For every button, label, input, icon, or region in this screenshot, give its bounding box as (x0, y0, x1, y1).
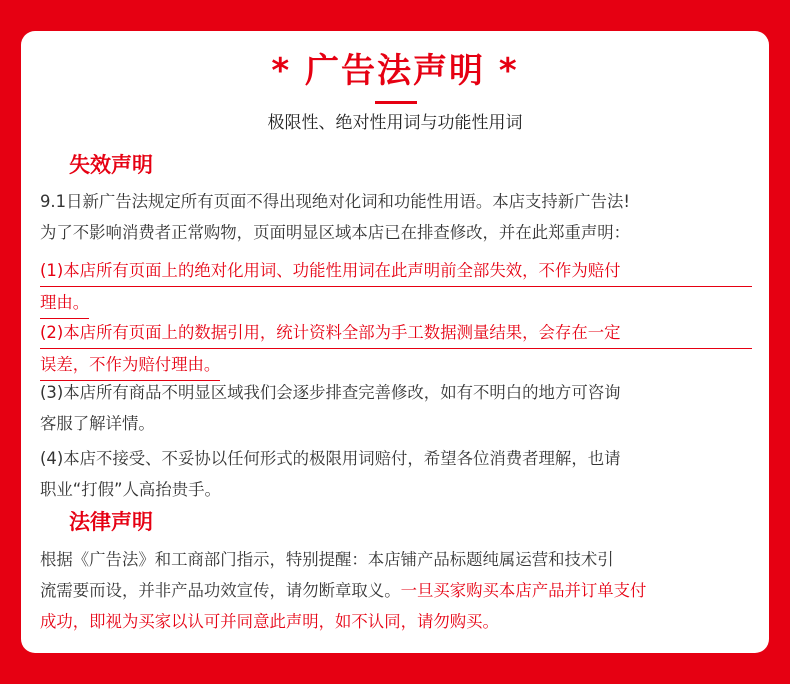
statement-card (21, 31, 769, 653)
paragraph-line: (4)本店不接受、不妥协以任何形式的极限用词赔付，希望各位消费者理解，也请 (40, 449, 621, 468)
paragraph-line: (3)本店所有商品不明显区域我们会逐步排查完善修改，如有不明白的地方可咨询 (40, 383, 621, 402)
paragraph-line: 误差，不作为赔付理由。 (40, 349, 220, 381)
paragraph-intro (40, 186, 752, 248)
page-title: * 广告法声明 * (271, 51, 519, 91)
paragraph-line: 职业“打假”人高抬贵手。 (40, 480, 221, 499)
legal-text-emphasis: 一旦买家购买本店产品并订单支付 (400, 581, 647, 600)
paragraph-line: 理由。 (40, 287, 89, 319)
section-heading-invalidation: 失效声明 (69, 153, 153, 177)
paragraph-line: (1)本店所有页面上的绝对化用词、功能性用词在此声明前全部失效，不作为赔付 (40, 255, 752, 287)
paragraph-line: 根据《广告法》和工商部门指示，特别提醒：本店铺产品标题纯属运营和技术引 (40, 550, 614, 569)
paragraph-line (40, 575, 752, 606)
legal-text-normal: 流需要而设，并非产品功效宣传，请勿断章取义。 (40, 581, 401, 600)
paragraph-line: 客服了解详情。 (40, 414, 155, 433)
section-heading-legal: 法律声明 (69, 510, 153, 534)
paragraph-legal (40, 544, 752, 637)
title-underline (375, 101, 417, 104)
paragraph-line: 为了不影响消费者正常购物，页面明显区域本店已在排查修改，并在此郑重声明： (40, 223, 631, 242)
paragraph-item-3 (40, 377, 752, 439)
paragraph-item-4 (40, 443, 752, 505)
paragraph-line: 成功，即视为买家以认可并同意此声明，如不认同，请勿购买。 (40, 612, 499, 631)
paragraph-line: (2)本店所有页面上的数据引用，统计资料全部为手工数据测量结果，会存在一定 (40, 317, 752, 349)
paragraph-line: 9.1日新广告法规定所有页面不得出现绝对化词和功能性用语。本店支持新广告法! (40, 192, 630, 211)
page-subtitle: 极限性、绝对性用词与功能性用词 (267, 113, 523, 133)
